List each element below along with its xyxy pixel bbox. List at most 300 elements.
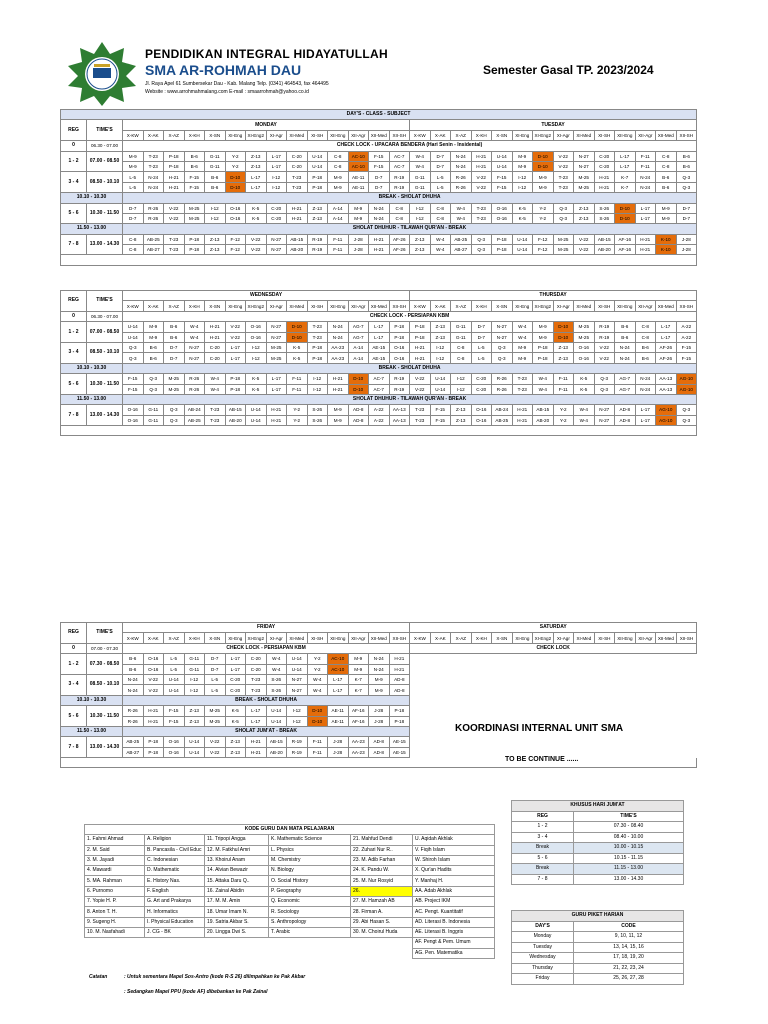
- subject-cell: C-8: [123, 245, 144, 255]
- class-header: X-AZ: [451, 130, 472, 140]
- subject-cell: R-26: [492, 384, 513, 394]
- table-row: [85, 917, 495, 927]
- subject-cell: K-5: [512, 203, 533, 213]
- piket-code: 21, 22, 23, 24: [574, 963, 684, 974]
- subject-cell: B-6: [184, 161, 205, 171]
- class-header: X-AZ: [451, 633, 472, 643]
- table-row: [512, 963, 684, 974]
- subject-cell: A-22: [369, 415, 390, 425]
- subject-cell: L-5: [471, 353, 492, 363]
- day-wed: WEDNESDAY: [123, 291, 410, 301]
- subject-cell: M-9: [369, 674, 390, 684]
- subject-cell: R-26: [123, 716, 144, 726]
- subject-cell: AB-25: [184, 415, 205, 425]
- subject-cell: F-15: [164, 716, 185, 726]
- piket-day: Wednesday: [512, 953, 574, 964]
- kode-cell: L. Physics: [269, 845, 351, 855]
- subject-cell: F-15: [676, 342, 697, 352]
- subject-cell: Z-13: [451, 405, 472, 415]
- class-header: XII-Med: [656, 633, 677, 643]
- kode-cell: 7. Yopie H. P.: [85, 897, 145, 907]
- subject-cell: W-4: [574, 405, 595, 415]
- period-banner: CHECK LOCK - PERSIAPAN KBM: [123, 643, 410, 653]
- class-header: X-KW: [123, 130, 144, 140]
- kode-cell: 22. Zuhari Nur R..: [351, 845, 413, 855]
- piket-day: Tuesday: [512, 942, 574, 953]
- class-header: XI-Agr: [553, 130, 574, 140]
- subject-cell: P-18: [492, 234, 513, 244]
- subject-cell: V-22: [594, 353, 615, 363]
- subject-cell: I-12: [512, 172, 533, 182]
- subject-cell: G-11: [410, 182, 431, 192]
- subject-cell: L-5: [164, 654, 185, 664]
- subject-cell: P-18: [225, 384, 246, 394]
- friday-times-table: [511, 800, 684, 885]
- time-cell: 07.00 - 08.50: [87, 151, 123, 172]
- class-header: XII-SH: [389, 130, 410, 140]
- subject-cell: P-18: [184, 245, 205, 255]
- subject-cell: Z-13: [246, 161, 267, 171]
- subject-cell: AA-23: [348, 747, 369, 757]
- subject-cell: Q-3: [594, 374, 615, 384]
- subject-cell: AF-16: [615, 234, 636, 244]
- subject-cell: T-23: [307, 332, 328, 342]
- table-row: [61, 633, 697, 643]
- subject-cell: P-18: [307, 353, 328, 363]
- subject-cell: J-28: [676, 234, 697, 244]
- subject-cell: U-14: [492, 151, 513, 161]
- subject-cell: H-21: [389, 654, 410, 664]
- subject-cell: J-28: [328, 737, 349, 747]
- subject-cell: N-24: [369, 664, 390, 674]
- subject-cell: W-4: [451, 203, 472, 213]
- subject-cell: J-28: [348, 245, 369, 255]
- class-header: XI-SH: [307, 301, 328, 311]
- subject-cell: U-14: [307, 151, 328, 161]
- subject-cell: F-15: [676, 353, 697, 363]
- table-row: [61, 623, 697, 633]
- time-cell: 08.50 - 10.10: [87, 342, 123, 363]
- subject-cell: P-18: [225, 374, 246, 384]
- subject-cell: H-21: [143, 716, 164, 726]
- subject-cell: L-17: [328, 674, 349, 684]
- kode-cell: H. Informatics: [145, 907, 205, 917]
- subject-cell: F-12: [533, 245, 554, 255]
- table-row: [61, 342, 697, 352]
- spacer-row: [61, 255, 697, 265]
- table-row: [61, 120, 697, 130]
- subject-cell: I-12: [246, 342, 267, 352]
- subject-cell: M-9: [123, 151, 144, 161]
- subject-cell: Z-13: [184, 716, 205, 726]
- class-header: XII-Eng: [615, 633, 636, 643]
- class-header: XI-Agr: [266, 130, 287, 140]
- subject-cell: AA-13: [389, 415, 410, 425]
- class-header: X-KH: [184, 301, 205, 311]
- kode-cell: AG. Pen. Matematika: [413, 948, 495, 958]
- subject-cell: M-9: [328, 405, 349, 415]
- subject-cell: A-14: [328, 213, 349, 223]
- subject-cell: B-6: [656, 172, 677, 182]
- subject-cell: P-18: [164, 161, 185, 171]
- duty-teacher-table: [511, 910, 684, 985]
- subject-cell: P-18: [410, 322, 431, 332]
- subject-cell: M-9: [512, 151, 533, 161]
- subject-cell: N-24: [328, 332, 349, 342]
- subject-cell: I-12: [184, 685, 205, 695]
- class-header: X-AK: [143, 301, 164, 311]
- class-header: XI-Eng2: [533, 130, 554, 140]
- subject-cell: AB-15: [225, 405, 246, 415]
- subject-cell: V-22: [246, 234, 267, 244]
- subject-cell: AB-20: [594, 245, 615, 255]
- subject-cell: N-27: [266, 332, 287, 342]
- jumat-reg-header: REG: [512, 811, 574, 822]
- table-row: [61, 415, 697, 425]
- subject-cell: L-17: [656, 322, 677, 332]
- subject-cell: Q-3: [143, 374, 164, 384]
- subject-cell: F-11: [553, 374, 574, 384]
- subject-cell: U-14: [430, 384, 451, 394]
- piket-code: 13, 14, 15, 16: [574, 942, 684, 953]
- reg-header: REG: [61, 623, 87, 644]
- table-row: [61, 255, 697, 265]
- subject-cell: B-6: [123, 654, 144, 664]
- subject-cell: F-12: [225, 245, 246, 255]
- continue-label: TO BE CONTINUE ......: [505, 756, 579, 763]
- subject-cell: I-12: [307, 384, 328, 394]
- kode-cell: 18. Umar Imam N.: [205, 907, 269, 917]
- subject-cell: C-8: [328, 161, 349, 171]
- subject-cell: AA-13: [656, 384, 677, 394]
- subject-cell: T-23: [471, 213, 492, 223]
- subject-cell: M-25: [266, 353, 287, 363]
- subject-cell: T-23: [143, 151, 164, 161]
- subject-cell: Y-2: [553, 405, 574, 415]
- subject-cell: R-19: [389, 182, 410, 192]
- subject-cell: Y-2: [287, 415, 308, 425]
- kode-cell: O. Social History: [269, 876, 351, 886]
- table-row: [61, 643, 697, 653]
- subject-cell: AE-15: [369, 353, 390, 363]
- subject-cell: Y-2: [287, 405, 308, 415]
- subject-cell: O-16: [225, 213, 246, 223]
- subject-cell: I-12: [430, 342, 451, 352]
- kode-cell: 26.: [351, 886, 413, 896]
- subject-cell: U-14: [266, 706, 287, 716]
- subject-cell: W-4: [533, 384, 554, 394]
- subject-cell: AG-10: [676, 384, 697, 394]
- subject-cell: AB-27: [123, 747, 144, 757]
- subject-cell: AE-11: [348, 182, 369, 192]
- schedule-mon-tue: [60, 109, 697, 266]
- kode-cell: 17. M. M. Amin: [205, 897, 269, 907]
- class-header: X-AK: [430, 301, 451, 311]
- table-row: [85, 927, 495, 937]
- subject-cell: AF-26: [389, 234, 410, 244]
- subject-cell: M-9: [369, 685, 390, 695]
- subject-cell: F-15: [123, 384, 144, 394]
- break-time: 10.10 - 10.30: [61, 363, 123, 373]
- kode-cell: 16. Zainal Abidin: [205, 886, 269, 896]
- subject-cell: AF-26: [389, 245, 410, 255]
- jumat-reg: 1 - 2: [512, 822, 574, 833]
- subject-cell: W-4: [205, 384, 226, 394]
- class-header: X-SN: [205, 301, 226, 311]
- subject-cell: R-26: [143, 213, 164, 223]
- subject-cell: C-8: [451, 342, 472, 352]
- table-row: [61, 130, 697, 140]
- subject-cell: G-11: [410, 172, 431, 182]
- subject-cell: F-11: [287, 374, 308, 384]
- subject-cell: O-16: [492, 213, 513, 223]
- kode-cell: AA. Adab Akhlak: [413, 886, 495, 896]
- period-banner: CHECK LOCK - PERSIAPAN KBM: [123, 311, 697, 321]
- subject-cell: M-9: [328, 172, 349, 182]
- subject-cell: C-8: [635, 322, 656, 332]
- subject-cell: Y-2: [553, 415, 574, 425]
- class-header: XII-SH: [676, 633, 697, 643]
- class-header: X-AZ: [164, 633, 185, 643]
- table-row: [61, 654, 697, 664]
- table-row: [61, 363, 697, 373]
- subject-cell: S-26: [594, 213, 615, 223]
- subject-cell: H-21: [512, 405, 533, 415]
- class-header: X-AK: [430, 130, 451, 140]
- kode-cell: [85, 948, 145, 958]
- table-row: [85, 866, 495, 876]
- subject-cell: C-20: [225, 674, 246, 684]
- subject-cell: N-27: [492, 322, 513, 332]
- subject-cell: J-28: [676, 245, 697, 255]
- table-row: [85, 948, 495, 958]
- subject-cell: N-24: [635, 384, 656, 394]
- kode-cell: 10. M. Nasfahadi: [85, 927, 145, 937]
- reg-cell: 7 - 8: [61, 405, 87, 426]
- subject-cell: H-21: [164, 172, 185, 182]
- subject-cell: L-17: [615, 161, 636, 171]
- subject-cell: B-6: [635, 353, 656, 363]
- reg-cell: 0: [61, 311, 87, 321]
- table-row: [61, 213, 697, 223]
- subject-cell: AA-13: [656, 374, 677, 384]
- table-row: [512, 853, 684, 864]
- subject-cell: R-26: [123, 706, 144, 716]
- subject-cell: W-4: [430, 234, 451, 244]
- subject-cell: M-25: [164, 384, 185, 394]
- subject-cell: C-8: [656, 161, 677, 171]
- class-header: X-KH: [471, 301, 492, 311]
- subject-cell: F-12: [533, 234, 554, 244]
- subject-cell: H-21: [205, 322, 226, 332]
- subject-cell: L-5: [164, 664, 185, 674]
- piket-code-header: CODE: [574, 921, 684, 932]
- time-cell: 13.00 - 14.30: [87, 405, 123, 426]
- subject-cell: J-28: [348, 234, 369, 244]
- subject-cell: H-21: [328, 384, 349, 394]
- subject-cell: Z-13: [307, 203, 328, 213]
- subject-cell: H-21: [287, 203, 308, 213]
- subject-cell: A-14: [348, 342, 369, 352]
- time-cell: 08.50 - 10.10: [87, 172, 123, 193]
- subject-cell: L-17: [246, 716, 267, 726]
- subject-cell: D-10: [307, 716, 328, 726]
- subject-cell: N-24: [369, 654, 390, 664]
- subject-cell: O-16: [246, 322, 267, 332]
- subject-cell: G-11: [451, 332, 472, 342]
- subject-cell: L-17: [225, 654, 246, 664]
- kode-cell: AB. Project IKM: [413, 897, 495, 907]
- subject-cell: AG-10: [656, 415, 677, 425]
- subject-cell: L-17: [225, 353, 246, 363]
- class-header: XI-Med: [287, 130, 308, 140]
- subject-cell: W-4: [307, 674, 328, 684]
- subject-cell: C-8: [430, 213, 451, 223]
- subject-cell: I-12: [266, 182, 287, 192]
- subject-cell: U-14: [287, 654, 308, 664]
- kode-cell: S. Anthropology: [269, 917, 351, 927]
- subject-cell: AC-10: [328, 654, 349, 664]
- table-row: [61, 234, 697, 244]
- subject-cell: H-21: [635, 245, 656, 255]
- subject-cell: G-11: [205, 161, 226, 171]
- subject-cell: O-16: [123, 415, 144, 425]
- subject-cell: H-21: [471, 151, 492, 161]
- subject-cell: H-21: [594, 172, 615, 182]
- subject-cell: K-5: [246, 384, 267, 394]
- time-cell: 07.30 - 08.50: [87, 654, 123, 675]
- subject-cell: O-16: [471, 405, 492, 415]
- subject-cell: O-16: [225, 203, 246, 213]
- kode-cell: 2. M. Said: [85, 845, 145, 855]
- subject-cell: H-21: [389, 664, 410, 674]
- subject-cell: L-17: [328, 685, 349, 695]
- subject-cell: L-5: [430, 182, 451, 192]
- subject-cell: W-4: [266, 664, 287, 674]
- subject-cell: R-26: [184, 374, 205, 384]
- subject-cell: AD-8: [389, 674, 410, 684]
- subject-cell: F-15: [430, 405, 451, 415]
- kode-cell: A. Religion: [145, 835, 205, 845]
- subject-cell: R-19: [287, 737, 308, 747]
- subject-cell: Y-2: [533, 203, 554, 213]
- subject-cell: L-17: [635, 405, 656, 415]
- table-row: [85, 886, 495, 896]
- kode-cell: Y. Manhaj H.: [413, 876, 495, 886]
- kode-cell: 15. Attaka Daru Q..: [205, 876, 269, 886]
- subject-cell: Y-2: [307, 654, 328, 664]
- subject-cell: H-21: [410, 342, 431, 352]
- subject-cell: T-23: [307, 322, 328, 332]
- schedule-wed-thu: [60, 290, 697, 436]
- kode-cell: [145, 938, 205, 948]
- subject-cell: P-18: [307, 182, 328, 192]
- subject-cell: I-12: [205, 213, 226, 223]
- time-cell: 10.30 - 11.50: [87, 706, 123, 727]
- day-tue: TUESDAY: [410, 120, 697, 130]
- kode-cell: 25. M. Nur Rosyid: [351, 876, 413, 886]
- subject-cell: K-5: [287, 342, 308, 352]
- subject-cell: Z-13: [225, 737, 246, 747]
- subject-cell: K-5: [225, 716, 246, 726]
- subject-cell: N-27: [184, 353, 205, 363]
- subject-cell: AG-7: [348, 332, 369, 342]
- break-time: 11.50 - 13.00: [61, 394, 123, 404]
- subject-cell: I-12: [287, 706, 308, 716]
- subject-cell: L-17: [266, 384, 287, 394]
- subject-cell: G-11: [184, 654, 205, 664]
- reg-cell: 1 - 2: [61, 322, 87, 343]
- subject-cell: T-23: [246, 674, 267, 684]
- class-header: XII-SH: [389, 301, 410, 311]
- subject-cell: Z-13: [574, 213, 595, 223]
- class-header: X-AK: [430, 633, 451, 643]
- break-time: 11.50 - 13.00: [61, 726, 123, 736]
- subject-cell: W-4: [184, 322, 205, 332]
- subject-cell: Y-2: [225, 161, 246, 171]
- subject-cell: R-26: [451, 182, 472, 192]
- table-row: [61, 161, 697, 171]
- kode-cell: E. History Nas.: [145, 876, 205, 886]
- subject-cell: C-20: [287, 151, 308, 161]
- subject-cell: M-9: [656, 213, 677, 223]
- kode-cell: W. Shiroh Islam: [413, 855, 495, 865]
- foundation-title: PENDIDIKAN INTEGRAL HIDAYATULLAH: [145, 47, 388, 61]
- kode-cell: 1. Fahmi Ahmad: [85, 835, 145, 845]
- subject-cell: A-22: [676, 332, 697, 342]
- class-header: XI-Eng: [225, 301, 246, 311]
- kode-cell: F. English: [145, 886, 205, 896]
- subject-cell: AA-23: [328, 342, 349, 352]
- subject-cell: D-10: [225, 172, 246, 182]
- table-row: [512, 801, 684, 812]
- kode-cell: 6. Purnomo: [85, 886, 145, 896]
- reg-cell: 7 - 8: [61, 234, 87, 255]
- period-banner: CHECK LOCK - UPACARA BENDERA (Hari Senin - Insidental): [123, 141, 697, 151]
- subject-cell: I-12: [512, 182, 533, 192]
- subject-cell: G-11: [184, 664, 205, 674]
- subject-cell: Z-13: [553, 342, 574, 352]
- jumat-time: 08.40 - 10.00: [574, 832, 684, 843]
- table-row: [85, 897, 495, 907]
- time-cell: 07.00 - 08.50: [87, 322, 123, 343]
- subject-cell: W-4: [184, 332, 205, 342]
- subject-cell: D-10: [553, 332, 574, 342]
- class-header: XI-SH: [594, 301, 615, 311]
- subject-cell: M-9: [328, 182, 349, 192]
- subject-cell: M-9: [656, 203, 677, 213]
- subject-cell: AB-15: [594, 234, 615, 244]
- subject-cell: U-14: [266, 716, 287, 726]
- kode-cell: 19. Satria Akbar S.: [205, 917, 269, 927]
- subject-cell: AB-20: [225, 415, 246, 425]
- class-header: XI-Eng2: [533, 633, 554, 643]
- subject-cell: V-22: [143, 685, 164, 695]
- kode-cell: K. Mathematic Science: [269, 835, 351, 845]
- kode-cell: 4. Mawardi: [85, 866, 145, 876]
- subject-cell: Z-13: [205, 245, 226, 255]
- subject-cell: C-20: [246, 654, 267, 664]
- subject-cell: U-14: [123, 322, 144, 332]
- subject-cell: K-10: [656, 234, 677, 244]
- subject-cell: M-25: [574, 172, 595, 182]
- subject-cell: U-14: [123, 332, 144, 342]
- piket-code: 9, 10, 11, 12: [574, 932, 684, 943]
- subject-cell: AC-10: [328, 664, 349, 674]
- subject-cell: V-22: [471, 172, 492, 182]
- subject-cell: D-7: [205, 654, 226, 664]
- kode-cell: 23. M. Adib Farhan: [351, 855, 413, 865]
